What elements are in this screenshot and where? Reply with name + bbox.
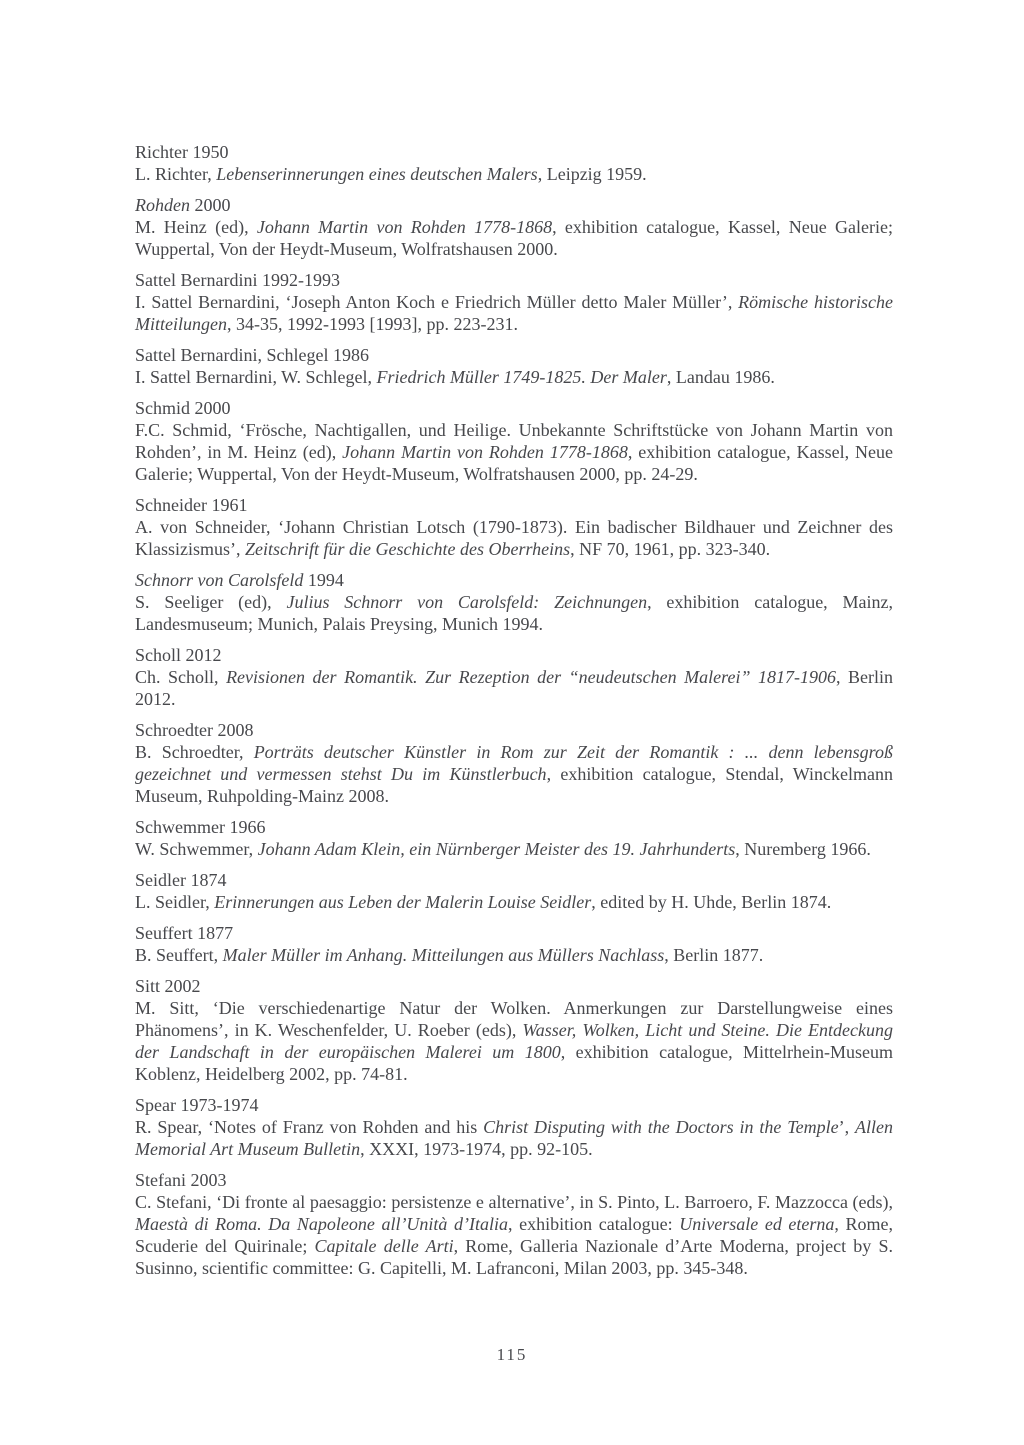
text-segment: B. Seuffert, (135, 945, 223, 965)
text-segment: , Rome, Galleria Nazionale d’Arte Moderna, project by S. Susinno, scientific committee: G. Capitelli, M. Lafranconi, Milan 2003, pp. 345-348. (135, 1236, 893, 1278)
bibliography-entry (135, 816, 893, 860)
italic-segment: Zeitschrift für die Geschichte des Oberrheins (245, 539, 571, 559)
text-segment: Richter 1950 (135, 142, 229, 162)
text-segment: M. Heinz (ed), (135, 217, 257, 237)
entry-body (135, 1116, 893, 1160)
text-segment: Schmid 2000 (135, 398, 231, 418)
entry-heading (135, 194, 893, 216)
text-segment: S. Seeliger (ed), (135, 592, 287, 612)
text-segment: , Leipzig 1959. (537, 164, 647, 184)
text-segment: , exhibition catalogue: (508, 1214, 680, 1234)
entry-body (135, 997, 893, 1085)
italic-segment: Porträts deutscher Künstler in Rom zur Zeit der Romantik : ... denn lebensgroß gezeichnet und vermessen stehst Du im Künstlerbuch (135, 742, 893, 784)
entry-heading (135, 1169, 893, 1191)
entry-body (135, 1191, 893, 1279)
italic-segment: Maler Müller im Anhang. Mitteilungen aus Müllers Nachlass (222, 945, 665, 965)
italic-segment: Revisionen der Romantik. Zur Rezeption der “neudeutschen Malerei” 1817-1906 (226, 667, 836, 687)
italic-segment: Schnorr von Carolsfeld (135, 570, 304, 590)
text-segment: , XXXI, 1973-1974, pp. 92-105. (360, 1139, 593, 1159)
italic-segment: Universale ed eterna (679, 1214, 835, 1234)
entry-heading (135, 922, 893, 944)
bibliography-entry (135, 1094, 893, 1160)
entry-heading (135, 344, 893, 366)
text-segment: , exhibition catalogue, Kassel, Neue Galerie; Wuppertal, Von der Heydt-Museum, Wolfratshausen 2000. (135, 217, 893, 259)
text-segment: , exhibition catalogue, Mittelrhein-Museum Koblenz, Heidelberg 2002, pp. 74-81. (135, 1042, 893, 1084)
bibliography-entry (135, 141, 893, 185)
italic-segment: Johann Martin von Rohden 1778-1868 (256, 217, 553, 237)
entry-body (135, 891, 893, 913)
text-segment: Scholl 2012 (135, 645, 222, 665)
text-segment: W. Schwemmer, (135, 839, 258, 859)
text-segment: Stefani 2003 (135, 1170, 227, 1190)
italic-segment: Lebenserinnerungen eines deutschen Malers (216, 164, 538, 184)
text-segment: L. Seidler, (135, 892, 215, 912)
italic-segment: Christ Disputing with the Doctors in the Temple (483, 1117, 839, 1137)
text-segment: , Landau 1986. (666, 367, 775, 387)
entry-body (135, 291, 893, 335)
entry-body (135, 516, 893, 560)
entry-body (135, 838, 893, 860)
text-segment: , 34-35, 1992-1993 [1993], pp. 223-231. (226, 314, 518, 334)
page-number: 115 (496, 1345, 528, 1364)
text-segment: Sattel Bernardini, Schlegel 1986 (135, 345, 369, 365)
italic-segment: Rohden (135, 195, 190, 215)
text-segment: Sattel Bernardini 1992-1993 (135, 270, 340, 290)
bibliography-list (135, 141, 893, 1288)
text-segment: Seuffert 1877 (135, 923, 234, 943)
text-segment: M. Sitt, ‘Die verschiedenartige Natur der Wolken. Anmerkungen zur Darstellungweise eines Phänomens’, in K. Weschenfelder, U. Roeber (eds), (135, 998, 893, 1040)
text-segment: 1994 (303, 570, 344, 590)
bibliography-entry (135, 569, 893, 635)
italic-segment: Friedrich Müller 1749-1825. Der Maler (376, 367, 667, 387)
text-segment: R. Spear, ‘Notes of Franz von Rohden and his (135, 1117, 484, 1137)
text-segment: , Berlin 1877. (664, 945, 764, 965)
entry-heading (135, 269, 893, 291)
text-segment: Schroedter 2008 (135, 720, 254, 740)
bibliography-entry (135, 869, 893, 913)
entry-body (135, 741, 893, 807)
text-segment: , exhibition catalogue, Kassel, Neue Galerie; Wuppertal, Von der Heydt-Museum, Wolfratshausen 2000, pp. 24-29. (135, 442, 894, 484)
text-segment: A. von Schneider, ‘Johann Christian Lotsch (1790-1873). Ein badischer Bildhauer und Zeichner des Klassizismus’, (135, 517, 893, 559)
text-segment: , edited by H. Uhde, Berlin 1874. (591, 892, 832, 912)
entry-heading (135, 975, 893, 997)
italic-segment: Johann Martin von Rohden 1778-1868 (342, 442, 628, 462)
entry-heading (135, 1094, 893, 1116)
entry-heading (135, 644, 893, 666)
text-segment: C. Stefani, ‘Di fronte al paesaggio: persistenze e alternative’, in S. Pinto, L. Barroero, F. Mazzocca (eds), (135, 1192, 893, 1212)
italic-segment: Erinnerungen aus Leben der Malerin Louise Seidler (214, 892, 592, 912)
entry-heading (135, 397, 893, 419)
italic-segment: Julius Schnorr von Carolsfeld: Zeichnungen (286, 592, 648, 612)
text-segment: Seidler 1874 (135, 870, 227, 890)
text-segment: Schneider 1961 (135, 495, 248, 515)
entry-body (135, 163, 893, 185)
entry-heading (135, 569, 893, 591)
italic-segment: Wasser, Wolken, Licht und Steine. Die Entdeckung der Landschaft in der europäischen Malerei um 1800 (135, 1020, 893, 1062)
bibliography-entry (135, 397, 893, 485)
entry-body (135, 216, 893, 260)
entry-body (135, 419, 893, 485)
italic-segment: Allen Memorial Art Museum Bulletin (135, 1117, 893, 1159)
bibliography-entry (135, 975, 893, 1085)
text-segment: , exhibition catalogue, Mainz, Landesmuseum; Munich, Palais Preysing, Munich 1994. (135, 592, 893, 634)
bibliography-entry (135, 1169, 893, 1279)
entry-body (135, 591, 893, 635)
text-segment: Ch. Scholl, (135, 667, 227, 687)
text-segment: I. Sattel Bernardini, ‘Joseph Anton Koch e Friedrich Müller detto Maler Müller’, (135, 292, 739, 312)
text-segment: ’, (838, 1117, 855, 1137)
entry-body (135, 366, 893, 388)
bibliography-entry (135, 719, 893, 807)
text-segment: I. Sattel Bernardini, W. Schlegel, (135, 367, 377, 387)
bibliography-entry (135, 494, 893, 560)
text-segment: Spear 1973-1974 (135, 1095, 259, 1115)
bibliography-entry (135, 644, 893, 710)
text-segment: , Rome, Scuderie del Quirinale; (135, 1214, 893, 1256)
text-segment: L. Richter, (135, 164, 217, 184)
text-segment: Schwemmer 1966 (135, 817, 266, 837)
entry-heading (135, 869, 893, 891)
italic-segment: Capitale delle Arti (314, 1236, 454, 1256)
entry-heading (135, 494, 893, 516)
entry-heading (135, 719, 893, 741)
text-segment: , Nuremberg 1966. (735, 839, 871, 859)
bibliography-entry (135, 269, 893, 335)
text-segment: B. Schroedter, (135, 742, 254, 762)
bibliography-entry (135, 344, 893, 388)
text-segment: 2000 (189, 195, 231, 215)
entry-heading (135, 816, 893, 838)
italic-segment: Maestà di Roma. Da Napoleone all’Unità d’Italia (135, 1214, 509, 1234)
entry-body (135, 944, 893, 966)
bibliography-entry (135, 922, 893, 966)
italic-segment: Johann Adam Klein, ein Nürnberger Meister des 19. Jahrhunderts (257, 839, 736, 859)
text-segment: , NF 70, 1961, pp. 323-340. (570, 539, 771, 559)
text-segment: , exhibition catalogue, Stendal, Winckelmann Museum, Ruhpolding-Mainz 2008. (135, 764, 894, 806)
text-segment: , Berlin 2012. (135, 667, 893, 709)
entry-heading (135, 141, 893, 163)
bibliography-entry (135, 194, 893, 260)
text-segment: Sitt 2002 (135, 976, 201, 996)
italic-segment: Römische historische Mitteilungen (135, 292, 893, 334)
entry-body (135, 666, 893, 710)
text-segment: F.C. Schmid, ‘Frösche, Nachtigallen, und Heilige. Unbekannte Schriftstücke von Johann Martin von Rohden’, in M. Heinz (ed), (135, 420, 893, 462)
